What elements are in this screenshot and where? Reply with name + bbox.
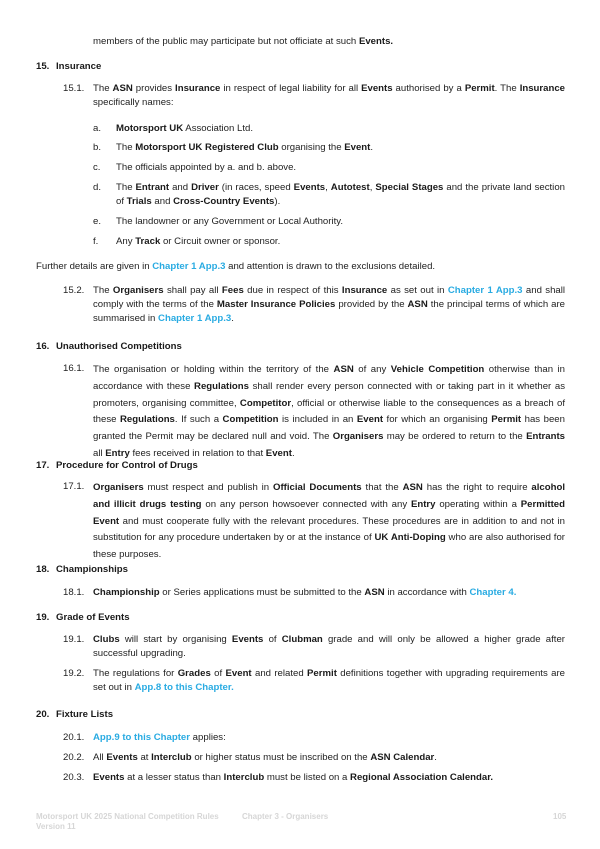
list-item: Any Track or Circuit owner or sponsor. bbox=[116, 236, 281, 247]
clause-number: 17.1. bbox=[63, 481, 85, 492]
clause-number: 15.1. bbox=[63, 83, 85, 94]
list-item: The Entrant and Driver (in races, speed Events, Autotest, Special Stages and the private land section of Trials and Cross-Country Events). bbox=[116, 182, 565, 208]
clause-18-1: Championship or Series applications must be submitted to the ASN in accordance with Chapter 4. bbox=[93, 587, 517, 598]
list-label: c. bbox=[93, 162, 101, 173]
section-heading-16: 16. Unauthorised Competitions bbox=[36, 341, 182, 352]
intro-line: members of the public may participate but not officiate at such Events. bbox=[93, 36, 394, 47]
clause-20-1: App.9 to this Chapter applies: bbox=[93, 732, 226, 743]
link-chapter-4[interactable]: Chapter 4. bbox=[469, 587, 517, 598]
clause-19-2: The regulations for Grades of Event and related Permit definitions together with upgrading requirements are set out in App.8 to this Chapter. bbox=[93, 668, 565, 694]
link-app-9[interactable]: App.9 to this Chapter bbox=[93, 732, 191, 743]
list-label: e. bbox=[93, 216, 102, 227]
list-item: The officials appointed by a. and b. above. bbox=[116, 162, 297, 173]
link-app-8[interactable]: App.8 to this Chapter. bbox=[134, 682, 234, 694]
section-heading-20: 20. Fixture Lists bbox=[36, 709, 114, 720]
list-label: b. bbox=[93, 142, 102, 153]
clause-16-1: The organisation or holding within the territory of the ASN of any Vehicle Competition otherwise than in accordance with these Regulations shall render every person connected with or taking part in it whether as promoters, organising committee, Competitor, official or otherwise liable to the consequences as a breach of these Regulations. If such a Competition is included in an Event for which an organising Permit has been granted the Permit may be declared null and void. The Organisers may be ordered to return to the Entrants all Entry fees received in relation to that Event. bbox=[93, 364, 566, 459]
clause-15-2: The Organisers shall pay all Fees due in respect of this Insurance as set out in Chapter 1 App.3 and shall comply with the terms of the Master Insurance Policies provided by the ASN the principal terms of which are summarised in Chapter 1 App.3. bbox=[93, 285, 566, 325]
clause-number: 18.1. bbox=[63, 587, 85, 598]
footer-version: Version 11 bbox=[36, 822, 76, 831]
list-item: The landowner or any Government or Local Authority. bbox=[116, 216, 343, 227]
clause-20-3: Events at a lesser status than Interclub must be listed on a Regional Association Calendar. bbox=[93, 772, 494, 783]
list-item: Motorsport UK Association Ltd. bbox=[116, 123, 254, 134]
section-heading-18: 18. Championships bbox=[36, 564, 128, 575]
list-label: d. bbox=[93, 182, 102, 193]
footer-page-number: 105 bbox=[553, 812, 567, 821]
clause-number: 20.2. bbox=[63, 752, 85, 763]
section-heading-19: 19. Grade of Events bbox=[36, 612, 130, 623]
footer-doc-title: Motorsport UK 2025 National Competition Rules Version 11 bbox=[36, 812, 219, 831]
list-label: f. bbox=[93, 236, 99, 247]
list-item: The Motorsport UK Registered Club organising the Event. bbox=[116, 142, 374, 153]
clause-number: 20.3. bbox=[63, 772, 85, 783]
section-heading-17: 17. Procedure for Control of Drugs bbox=[36, 460, 198, 471]
section-heading-15: 15. Insurance bbox=[36, 61, 102, 72]
footer-chapter: Chapter 3 - Organisers bbox=[242, 812, 329, 821]
list-label: a. bbox=[93, 123, 102, 134]
further-details-note: Further details are given in Chapter 1 App.3 and attention is drawn to the exclusions detailed. bbox=[36, 261, 436, 272]
link-chapter-1-app-3[interactable]: Chapter 1 App.3 bbox=[447, 285, 523, 296]
clause-19-1: Clubs will start by organising Events of Clubman grade and will only be allowed a higher grade after successful upgrading. bbox=[93, 634, 565, 660]
clause-number: 19.2. bbox=[63, 668, 85, 679]
clause-number: 16.1. bbox=[63, 363, 85, 374]
clause-number: 19.1. bbox=[63, 634, 85, 645]
link-chapter-1-app-3[interactable]: Chapter 1 App.3 bbox=[158, 313, 232, 325]
clause-number: 15.2. bbox=[63, 285, 85, 296]
clause-15-1: The ASN provides Insurance in respect of legal liability for all Events authorised by a Permit. The Insurance specifically names: bbox=[93, 83, 566, 109]
link-chapter-1-app-3[interactable]: Chapter 1 App.3 bbox=[152, 261, 226, 272]
clause-17-1: Organisers must respect and publish in Official Documents that the ASN has the right to require alcohol and illicit drugs testing on any person howsoever connected with any Entry operating within a Permitted Event and must cooperate fully with the relevant procedures. These procedures are in addition to and not in substitution for any procedure undertaken by or at the instance of UK Anti-Doping who are also authorised for these purposes. bbox=[93, 482, 566, 561]
clause-number: 20.1. bbox=[63, 732, 85, 743]
clause-20-2: All Events at Interclub or higher status must be inscribed on the ASN Calendar. bbox=[93, 752, 437, 763]
